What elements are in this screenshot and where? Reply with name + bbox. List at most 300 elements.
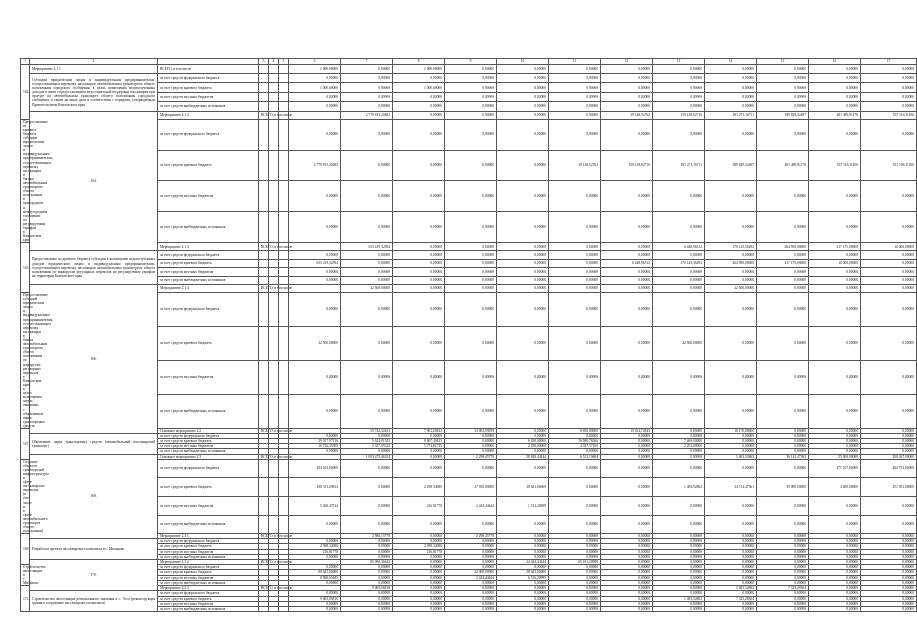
value-cell: 0,00000: [289, 554, 341, 559]
value-cell: 0,00000: [705, 459, 757, 478]
value-cell: 0,00000: [757, 534, 809, 539]
value-cell: 0,00000: [601, 65, 653, 74]
value-cell: 0,00000: [445, 119, 497, 150]
value-cell: 0,00000: [809, 429, 861, 434]
empty-cell: [269, 496, 279, 515]
value-cell: 0,00000: [705, 570, 757, 575]
value-cell: 0,00000: [601, 606, 653, 611]
value-cell: 170 125,56292: [653, 259, 705, 267]
value-cell: 0,00000: [393, 459, 445, 478]
value-cell: 0,00000: [549, 601, 601, 606]
value-cell: 150 138,92716: [653, 111, 705, 119]
value-cell: 0,00000: [549, 394, 601, 428]
value-cell: 0,00000: [549, 496, 601, 515]
measure-title: Основное мероприятие 2.3: [158, 454, 259, 459]
empty-cell: [269, 515, 279, 534]
value-cell: 0,00000: [341, 102, 393, 111]
value-cell: 10 170,00000: [705, 429, 757, 434]
measure-title: Мероприятие 2.3.2: [158, 559, 259, 564]
value-cell: 7 961,26833: [393, 429, 445, 434]
value-cell: 0,00000: [445, 83, 497, 92]
value-cell: 0,00000: [289, 606, 341, 611]
value-cell: 389 829,32497: [705, 150, 757, 181]
value-cell: 0,00000: [653, 429, 705, 434]
value-cell: 0,00000: [497, 429, 549, 434]
value-cell: 0,00000: [809, 449, 861, 454]
value-cell: 0,00000: [861, 74, 917, 83]
value-cell: 0,00000: [497, 515, 549, 534]
empty-cell: [269, 326, 279, 360]
value-cell: 0,00000: [289, 449, 341, 454]
value-cell: 1 483,52862: [653, 478, 705, 497]
value-cell: 0,00000: [757, 459, 809, 478]
row-number: 162.: [21, 65, 30, 120]
value-cell: 6 448,96512: [601, 259, 653, 267]
value-cell: 0,00000: [497, 212, 549, 243]
value-cell: 0,00000: [445, 591, 497, 596]
value-cell: 0,00000: [705, 439, 757, 444]
value-cell: 0,00000: [549, 586, 601, 591]
empty-cell: [269, 102, 279, 111]
funding-source: за счет средств местных бюджетов: [158, 444, 259, 449]
value-cell: 7 325,28364: [705, 596, 757, 601]
empty-cell: [259, 92, 269, 101]
funding-source: за счет средств внебюджетных источников: [158, 554, 259, 559]
value-cell: 0,00000: [393, 586, 445, 591]
value-cell: 0,00000: [341, 549, 393, 554]
value-cell: 0,00000: [341, 434, 393, 439]
value-cell: 0,00000: [341, 580, 393, 585]
value-cell: 10 000,00000: [861, 243, 917, 251]
value-cell: 0,00000: [445, 150, 497, 181]
funding-source: ВСЕГО, в том числе: [259, 559, 269, 564]
value-cell: 0,00000: [809, 434, 861, 439]
value-cell: 0,00000: [497, 394, 549, 428]
value-cell: 0,00000: [705, 65, 757, 74]
value-cell: 2 779 815,20482: [341, 111, 393, 119]
value-cell: 0,00000: [705, 444, 757, 449]
value-cell: 0,00000: [809, 119, 861, 150]
value-cell: 0,00000: [549, 554, 601, 559]
value-cell: 0,00000: [393, 534, 445, 539]
value-cell: 0,00000: [445, 601, 497, 606]
value-cell: 0,00000: [289, 181, 341, 212]
value-cell: 462 733,00000: [861, 459, 917, 478]
value-cell: 0,00000: [809, 559, 861, 564]
value-cell: 0,00000: [757, 439, 809, 444]
value-cell: 0,00000: [809, 360, 861, 394]
value-cell: 0,00000: [393, 596, 445, 601]
funding-source: за счет средств внебюджетных источников: [158, 276, 259, 284]
value-cell: 0,00000: [445, 515, 497, 534]
value-cell: 0,00000: [549, 212, 601, 243]
measure-title: Мероприятие 2.3.1: [158, 534, 259, 539]
value-cell: 0,00000: [653, 449, 705, 454]
empty-cell: [259, 83, 269, 92]
value-cell: 0,00000: [705, 276, 757, 284]
funding-source: за счет средств краевого бюджета: [158, 570, 259, 575]
value-cell: 2 444,44444: [445, 496, 497, 515]
value-cell: 2 444,44444: [445, 575, 497, 580]
value-cell: 0,00000: [861, 606, 917, 611]
value-cell: 0,00000: [341, 459, 393, 478]
value-cell: 0,00000: [757, 559, 809, 564]
value-cell: 0,00000: [549, 606, 601, 611]
value-cell: 0,00000: [757, 580, 809, 585]
value-cell: 0,00000: [861, 83, 917, 92]
value-cell: 0,00000: [445, 65, 497, 74]
value-cell: 0,00000: [653, 268, 705, 276]
value-cell: 298 267,00000: [861, 454, 917, 459]
value-cell: 58 645,00000: [497, 570, 549, 575]
value-cell: 0,00000: [497, 284, 549, 292]
value-cell: 0,00000: [601, 434, 653, 439]
value-cell: 0,00000: [497, 539, 549, 544]
funding-row: [21, 251, 917, 259]
value-cell: 0,00000: [705, 575, 757, 580]
value-cell: 0,00000: [601, 591, 653, 596]
empty-cell: [279, 65, 289, 74]
value-cell: 0,00000: [445, 259, 497, 267]
value-cell: 0,00000: [653, 276, 705, 284]
funding-source: за счет средств краевого бюджета: [158, 326, 259, 360]
value-cell: 2 580,15778: [341, 534, 393, 539]
value-cell: 0,00000: [341, 74, 393, 83]
empty-cell: [259, 251, 269, 259]
value-cell: 0,00000: [393, 92, 445, 101]
value-cell: 39 017,97216: [289, 439, 341, 444]
value-cell: 0,00000: [809, 284, 861, 292]
value-cell: 0,00000: [861, 181, 917, 212]
value-cell: 0,00000: [757, 181, 809, 212]
column-number: 5: [279, 59, 289, 65]
value-cell: 491 271,16711: [705, 111, 757, 119]
value-cell: 2 450,00000: [497, 444, 549, 449]
value-cell: 0,00000: [497, 601, 549, 606]
value-cell: 0,00000: [549, 478, 601, 497]
measure-title: Основное мероприятие 2.2: [158, 429, 259, 434]
empty-cell: [279, 394, 289, 428]
value-cell: 6 450,00000: [497, 439, 549, 444]
value-cell: 0,00000: [705, 580, 757, 585]
value-cell: 65 181,20998: [549, 559, 601, 564]
value-cell: 0,00000: [601, 394, 653, 428]
value-cell: 0,00000: [393, 554, 445, 559]
value-cell: 0,00000: [497, 119, 549, 150]
value-cell: 0,00000: [809, 539, 861, 544]
value-cell: 0,00000: [497, 92, 549, 101]
value-cell: 0,00000: [445, 554, 497, 559]
measure-description: Строительство автостанции в с. Мильково: [21, 564, 30, 585]
value-cell: 216,81778: [393, 549, 445, 554]
value-cell: 0,00000: [705, 534, 757, 539]
value-cell: 0,00000: [601, 360, 653, 394]
value-cell: 0,00000: [809, 591, 861, 596]
value-cell: 0,00000: [861, 119, 917, 150]
value-cell: 0,00000: [601, 212, 653, 243]
value-cell: 0,00000: [757, 276, 809, 284]
value-cell: 0,00000: [341, 251, 393, 259]
value-cell: 264 590,00000: [757, 243, 809, 251]
value-cell: 0,00000: [601, 596, 653, 601]
value-cell: 0,00000: [601, 549, 653, 554]
value-cell: 0,00000: [341, 268, 393, 276]
value-cell: 0,00000: [861, 586, 917, 591]
funding-source: за счет средств федерального бюджета: [158, 539, 259, 544]
value-cell: 1 483,52862: [653, 596, 705, 601]
empty-cell: [259, 268, 269, 276]
value-cell: 0,00000: [809, 570, 861, 575]
value-cell: 0,00000: [549, 243, 601, 251]
value-cell: 0,00000: [757, 575, 809, 580]
value-cell: 0,00000: [497, 65, 549, 74]
value-cell: 22 000,00000: [445, 570, 497, 575]
value-cell: 0,00000: [705, 181, 757, 212]
value-cell: 0,00000: [601, 454, 653, 459]
measure-title: Мероприятие 2.1.3: [158, 243, 259, 251]
value-cell: 0,00000: [601, 515, 653, 534]
empty-cell: [269, 92, 279, 101]
value-cell: 0,00000: [601, 292, 653, 326]
value-cell: 0,00000: [601, 544, 653, 549]
empty-cell: [269, 251, 279, 259]
value-cell: 0,00000: [549, 360, 601, 394]
value-cell: 0,00000: [601, 276, 653, 284]
empty-cell: [269, 606, 279, 611]
value-cell: 0,00000: [549, 251, 601, 259]
funding-source: ВСЕГО, в том числе: [259, 243, 269, 251]
empty-cell: [259, 606, 269, 611]
funding-source: за счет средств внебюджетных источников: [158, 449, 259, 454]
value-cell: 0,00000: [861, 268, 917, 276]
value-cell: 7 469,00000: [653, 439, 705, 444]
empty-cell: [289, 111, 341, 119]
value-cell: 0,00000: [445, 444, 497, 449]
value-cell: 217 175,00000: [809, 243, 861, 251]
value-cell: 0,00000: [445, 394, 497, 428]
value-cell: 0,00000: [809, 549, 861, 554]
empty-cell: [259, 276, 269, 284]
value-cell: 0,00000: [757, 591, 809, 596]
value-cell: 0,00000: [497, 243, 549, 251]
column-number: 14: [705, 59, 757, 65]
value-cell: 0,00000: [705, 559, 757, 564]
value-cell: 1 000,00000: [289, 83, 341, 92]
funding-source: за счет средств федерального бюджета: [158, 434, 259, 439]
value-cell: 25 000,00000: [809, 454, 861, 459]
value-cell: 0,00000: [653, 496, 705, 515]
value-cell: 0,00000: [705, 212, 757, 243]
value-cell: 0,00000: [861, 596, 917, 601]
value-cell: 0,00000: [393, 268, 445, 276]
value-cell: 1 000,00000: [393, 65, 445, 74]
value-cell: 0,00000: [341, 212, 393, 243]
value-cell: 0,00000: [809, 534, 861, 539]
value-cell: 0,00000: [549, 449, 601, 454]
empty-cell: [259, 259, 269, 267]
value-cell: 9 065,06816: [289, 596, 341, 601]
value-cell: 0,00000: [757, 596, 809, 601]
funding-source: ВСЕГО, в том числе: [259, 586, 269, 591]
funding-source: за счет средств внебюджетных источников: [158, 102, 259, 111]
value-cell: 0,00000: [393, 515, 445, 534]
value-cell: 0,00000: [861, 444, 917, 449]
value-cell: 0,00000: [549, 549, 601, 554]
funding-source: за счет средств краевого бюджета: [158, 259, 259, 267]
value-cell: 0,00000: [497, 580, 549, 585]
value-cell: 0,00000: [601, 326, 653, 360]
value-cell: 0,00000: [653, 534, 705, 539]
empty-cell: [269, 65, 279, 74]
value-cell: 2 298 34080: [393, 478, 445, 497]
value-cell: 0,00000: [393, 606, 445, 611]
value-cell: 0,00000: [289, 394, 341, 428]
value-cell: 0,00000: [445, 559, 497, 564]
value-cell: 0,00000: [861, 591, 917, 596]
value-cell: 0,00000: [289, 74, 341, 83]
value-cell: 0,00000: [289, 119, 341, 150]
value-cell: 0,00000: [393, 570, 445, 575]
empty-cell: [279, 292, 289, 326]
value-cell: 0,00000: [757, 292, 809, 326]
value-cell: 0,00000: [445, 549, 497, 554]
funding-source: ВСЕГО, в том числе: [259, 454, 269, 459]
row-number: 171.: [21, 586, 30, 611]
value-cell: 0,00000: [757, 429, 809, 434]
empty-cell: [259, 119, 269, 150]
value-cell: 0,00000: [393, 575, 445, 580]
value-cell: 0,00000: [393, 360, 445, 394]
value-cell: 0,00000: [549, 74, 601, 83]
value-cell: 0,00000: [809, 276, 861, 284]
value-cell: 0,00000: [393, 601, 445, 606]
empty-cell: [259, 212, 269, 243]
value-cell: 0,00000: [653, 549, 705, 554]
value-cell: 0,00000: [393, 559, 445, 564]
value-cell: 0,00000: [705, 601, 757, 606]
value-cell: 0,00000: [757, 564, 809, 569]
value-cell: 0,00000: [549, 111, 601, 119]
value-cell: 0,00000: [549, 591, 601, 596]
empty-cell: [279, 251, 289, 259]
empty-cell: [269, 212, 279, 243]
empty-cell: [259, 459, 269, 478]
value-cell: 0,00000: [341, 564, 393, 569]
value-cell: 0,00000: [445, 586, 497, 591]
value-cell: 0,00000: [757, 102, 809, 111]
value-cell: 0,00000: [549, 534, 601, 539]
value-cell: 0,00000: [601, 564, 653, 569]
value-cell: 0,00000: [861, 65, 917, 74]
value-cell: 264 590,00000: [705, 259, 757, 267]
empty-cell: [269, 74, 279, 83]
value-cell: 0,00000: [549, 102, 601, 111]
value-cell: 0,00000: [549, 544, 601, 549]
funding-source: за счет средств федерального бюджета: [158, 292, 259, 326]
empty-cell: [259, 360, 269, 394]
value-cell: 4 337,37100: [549, 444, 601, 449]
funding-source: ВСЕГО, в том числе: [259, 111, 269, 119]
value-cell: 0,00000: [289, 515, 341, 534]
value-cell: 0,00000: [601, 444, 653, 449]
value-cell: 0,00000: [757, 449, 809, 454]
funding-source: за счет средств федерального бюджета: [158, 74, 259, 83]
measure-header-row: [21, 65, 917, 74]
value-cell: 6 516,20999: [497, 575, 549, 580]
value-cell: 537 116,11106: [861, 111, 917, 119]
value-cell: 1 483,52863: [705, 454, 757, 459]
value-cell: 2 201,00000: [653, 444, 705, 449]
value-cell: 0,00000: [653, 601, 705, 606]
value-cell: 0,00000: [757, 74, 809, 83]
value-cell: 0,00000: [653, 251, 705, 259]
value-cell: 0,00000: [861, 534, 917, 539]
value-cell: 0,00000: [497, 268, 549, 276]
value-cell: 0,00000: [393, 394, 445, 428]
measure-title: Мероприятие 2.1.1: [30, 65, 158, 74]
value-cell: 0,00000: [757, 544, 809, 549]
value-cell: 2 298 45778: [445, 454, 497, 459]
value-cell: 0,00000: [601, 580, 653, 585]
value-cell: 22 500,00000: [653, 326, 705, 360]
value-cell: 0,00000: [445, 596, 497, 601]
value-cell: 85 090,36442: [341, 559, 393, 564]
value-cell: 0,00000: [445, 111, 497, 119]
value-cell: 0,00000: [289, 212, 341, 243]
value-cell: 0,00000: [653, 559, 705, 564]
value-cell: 0,00000: [601, 284, 653, 292]
value-cell: 0,00000: [653, 459, 705, 478]
empty-cell: [259, 478, 269, 497]
value-cell: 0,00000: [653, 515, 705, 534]
value-cell: 216,81778: [289, 549, 341, 554]
value-cell: 0,00000: [289, 539, 341, 544]
value-cell: 0,00000: [341, 515, 393, 534]
column-number: 6: [289, 59, 341, 65]
value-cell: 0,00000: [809, 544, 861, 549]
value-cell: 0,00000: [549, 575, 601, 580]
value-cell: 0,00000: [393, 74, 445, 83]
value-cell: 1 003 475,46354: [341, 454, 393, 459]
value-cell: 0,00000: [341, 181, 393, 212]
column-number: 12: [601, 59, 653, 65]
value-cell: 0,00000: [757, 251, 809, 259]
value-cell: 0,00000: [757, 360, 809, 394]
funding-source: за счет средств местных бюджетов: [158, 268, 259, 276]
value-cell: 491 271,16711: [653, 150, 705, 181]
value-cell: 0,00000: [393, 276, 445, 284]
value-cell: 0,00000: [809, 596, 861, 601]
value-cell: 0,00000: [289, 268, 341, 276]
measure-title: Мероприятие 2.1.4: [158, 284, 259, 292]
value-cell: 0,00000: [757, 539, 809, 544]
value-cell: 0,00000: [861, 429, 917, 434]
funding-source: ВСЕГО, в том числе: [158, 65, 259, 74]
value-cell: 0,00000: [341, 360, 393, 394]
value-cell: 0,00000: [393, 580, 445, 585]
value-cell: 0,00000: [705, 360, 757, 394]
value-cell: 0,00000: [445, 439, 497, 444]
value-cell: 0,00000: [809, 606, 861, 611]
value-cell: 653 419,32594: [289, 259, 341, 267]
value-cell: 9 065,06816: [341, 586, 393, 591]
value-cell: 0,00000: [757, 570, 809, 575]
value-cell: 0,00000: [393, 111, 445, 119]
value-cell: 0,00000: [705, 564, 757, 569]
funding-row: [21, 74, 917, 83]
value-cell: 0,00000: [861, 102, 917, 111]
value-cell: 0,00000: [341, 326, 393, 360]
